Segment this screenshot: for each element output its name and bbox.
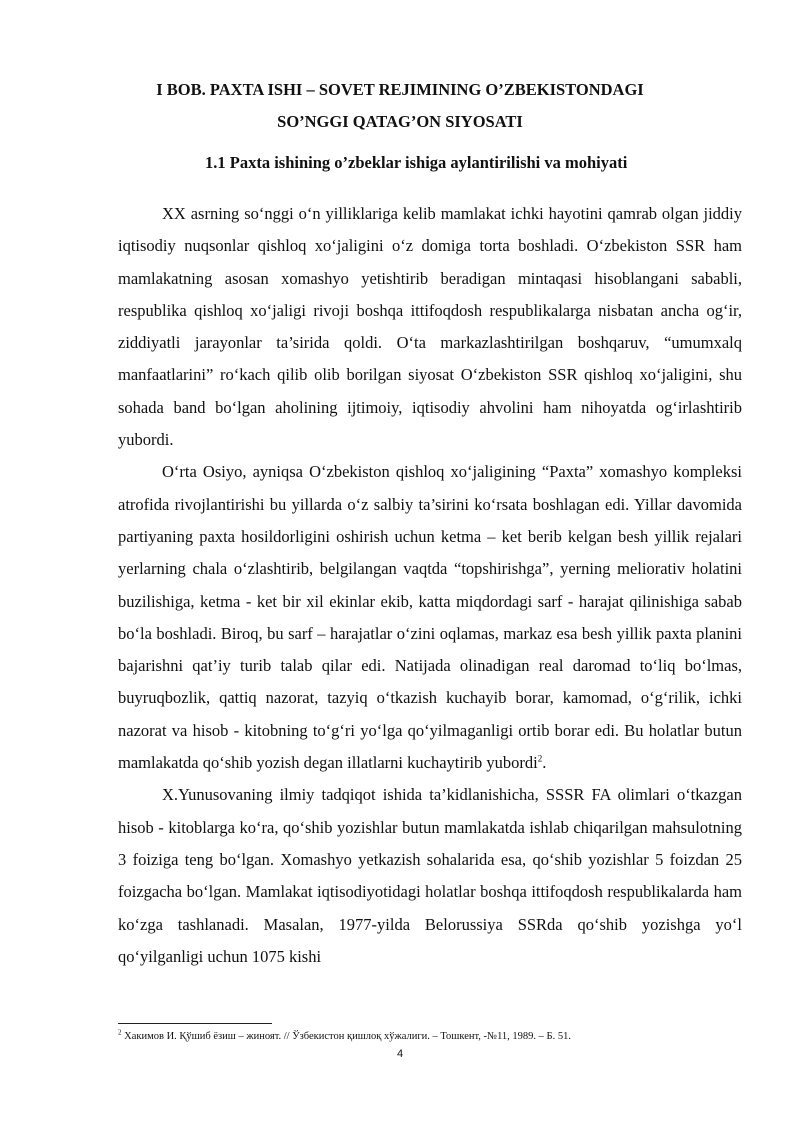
section-title: 1.1 Paxta ishining o’zbeklar ishiga aylantirilishi va mohiyati — [205, 153, 628, 172]
footnote-reference[interactable]: 2 — [537, 753, 543, 764]
footnote-marker: 2 — [118, 1028, 122, 1037]
footnote-text: Хакимов И. Қўшиб ёзиш – жиноят. // Ўзбекистон қишлоқ хўжалиги. – Тошкент, -№11, 1989. – Б. 51. — [121, 1031, 571, 1042]
paragraph-1: XX asrning so‘nggi o‘n yilliklariga kelib mamlakat ichki hayotini qamrab olgan jiddiy iqtisodiy nuqsonlar qishloq xo‘jaligini o‘z domiga torta boshladi. O‘zbekiston SSR ham mamlakatning asosan xomashyo yetishtirib beradigan mintaqasi hisoblangani sababli, respublika qishloq xo‘jaligi rivoji boshqa ittifoqdosh respublikalarga nisbatan ancha og‘ir, ziddiyatli jarayonlar ta’sirida qoldi. O‘ta markazlashtirilgan boshqaruv, “umumxalq manfaatlarini” ro‘kach qilib olib borilgan siyosat O‘zbekiston SSR qishloq xo‘jaligini, shu sohada band bo‘lgan aholining ijtimoiy, iqtisodiy ahvolini ham nihoyatda og‘irlashtirib yubordi. — [118, 204, 742, 450]
paragraph-3: X.Yunusovaning ilmiy tadqiqot ishida ta’kidlanishicha, SSSR FA olimlari o‘tkazgan hisob - kitoblarga ko‘ra, qo‘shib yozishlar butun mamlakatda ishlab chiqarilgan mahsulotning 3 foiziga teng bo‘lgan. Xomashyo yetkazish sohalarida esa, qo‘shib yozishlar 5 foizdan 25 foizgacha bo‘lgan. Mamlakat iqtisodiyotidagi holatlar boshqa ittifoqdosh respublikalarda ham ko‘zga tashlanadi. Masalan, 1977-yilda Belorussiya SSRda qo‘shib yozishga yo‘l qo‘yilganligi uchun 1075 kishi — [118, 785, 742, 966]
footnote — [118, 1030, 742, 1044]
body-text — [118, 198, 742, 973]
paragraph-2-text: O‘rta Osiyo, ayniqsa O‘zbekiston qishloq xo‘jaligining “Paxta” xomashyo kompleksi atrofida rivojlantirishi bu yillarda o‘z salbiy ta’sirini ko‘rsata boshlagan edi. Yillar davomida partiyaning paxta hosildorligini oshirish uchun ketma – ket berib kelgan besh yillik rejalari yerlarning chala o‘zlashtirib, belgilangan vaqtda “topshirishga”, yerning meliorativ holatini buzilishiga, ketma - ket bir xil ekinlar ekib, katta miqdordagi sarf - harajat qilinishiga sabab bo‘la boshladi. Biroq, bu sarf – harajatlar o‘zini oqlamas, markaz esa besh yillik paxta planini bajarishni qat’iy turib talab qilar edi. Natijada olinadigan real daromad to‘liq bo‘lmas, buyruqbozlik, qattiq nazorat, tazyiq o‘tkazish kuchayib borar, kamomad, o‘g‘rilik, ichki nazorat va hisob - kitobning to‘g‘ri yo‘lga qo‘yilmaganligi ortib borar edi. Bu holatlar butun mamlakatda qo‘shib yozish degan illatlarni kuchaytirib yubordi — [118, 462, 742, 773]
chapter-title-line-1: I BOB. PAXTA ISHI – SOVET REJIMINING O’ZBEKISTONDAGI — [156, 80, 644, 99]
footnote-separator — [118, 1023, 272, 1024]
chapter-title-line-2: SO’NGGI QATAG’ON SIYOSATI — [277, 112, 523, 131]
page-number: 4 — [396, 1048, 404, 1060]
chapter-title — [118, 74, 682, 138]
paragraph-2 — [118, 456, 742, 779]
paragraph-2-end: . — [542, 753, 547, 773]
